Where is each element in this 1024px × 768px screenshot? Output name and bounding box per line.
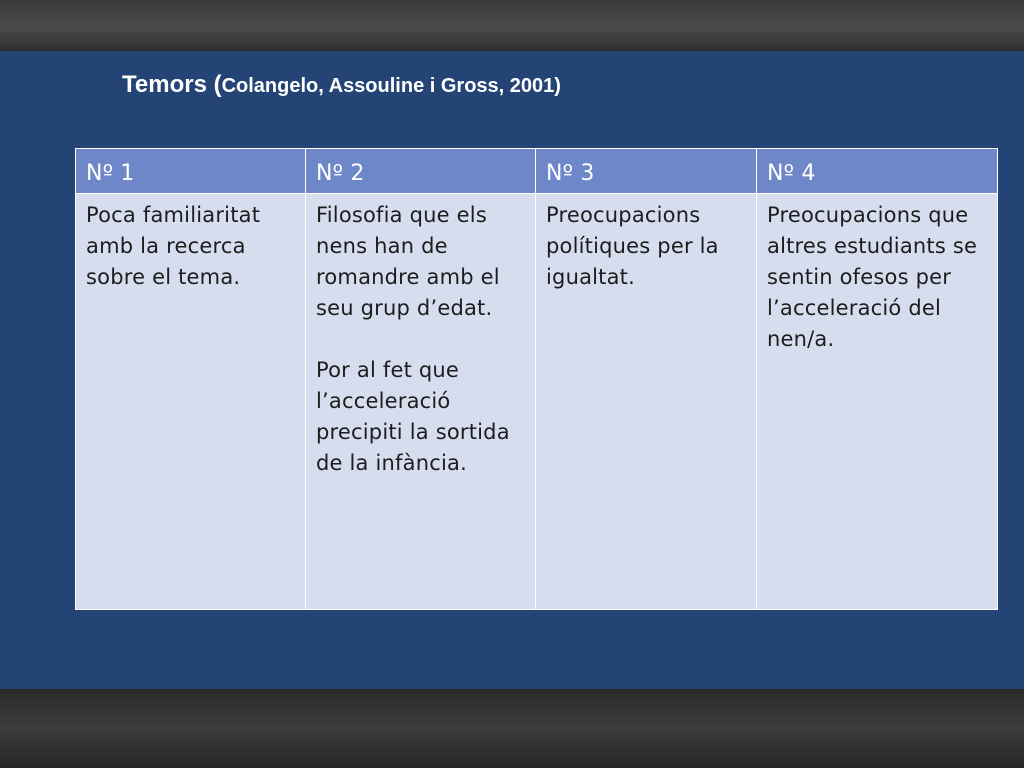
cell-text: Por al fet que l’acceleració precipiti la sortida de la infància. xyxy=(316,358,510,475)
column-header-1: Nº 1 xyxy=(76,149,306,194)
cell-fear-1 xyxy=(76,194,306,610)
table-header-row xyxy=(76,149,998,194)
cell-fear-3 xyxy=(536,194,757,610)
table-row xyxy=(76,194,998,610)
cell-fear-4 xyxy=(757,194,998,610)
cell-text: Preocupacions que altres estudiants se sentin ofesos per l’acceleració del nen/a. xyxy=(767,203,978,351)
cell-text: Preocupacions polítiques per la igualtat. xyxy=(546,203,719,289)
cell-text: Poca familiaritat amb la recerca sobre el tema. xyxy=(86,203,261,289)
title-citation: Colangelo, Assouline i Gross, 2001) xyxy=(221,75,561,97)
column-header-3: Nº 3 xyxy=(536,149,757,194)
top-frame-bar xyxy=(0,0,1024,51)
fears-table xyxy=(75,148,998,610)
slide-title xyxy=(122,64,561,103)
column-header-4: Nº 4 xyxy=(757,149,998,194)
bottom-frame-bar xyxy=(0,689,1024,768)
title-main: Temors ( xyxy=(122,71,222,98)
column-header-2: Nº 2 xyxy=(306,149,536,194)
cell-fear-2 xyxy=(306,194,536,610)
cell-text: Filosofia que els nens han de romandre amb el seu grup d’edat. xyxy=(316,203,500,320)
